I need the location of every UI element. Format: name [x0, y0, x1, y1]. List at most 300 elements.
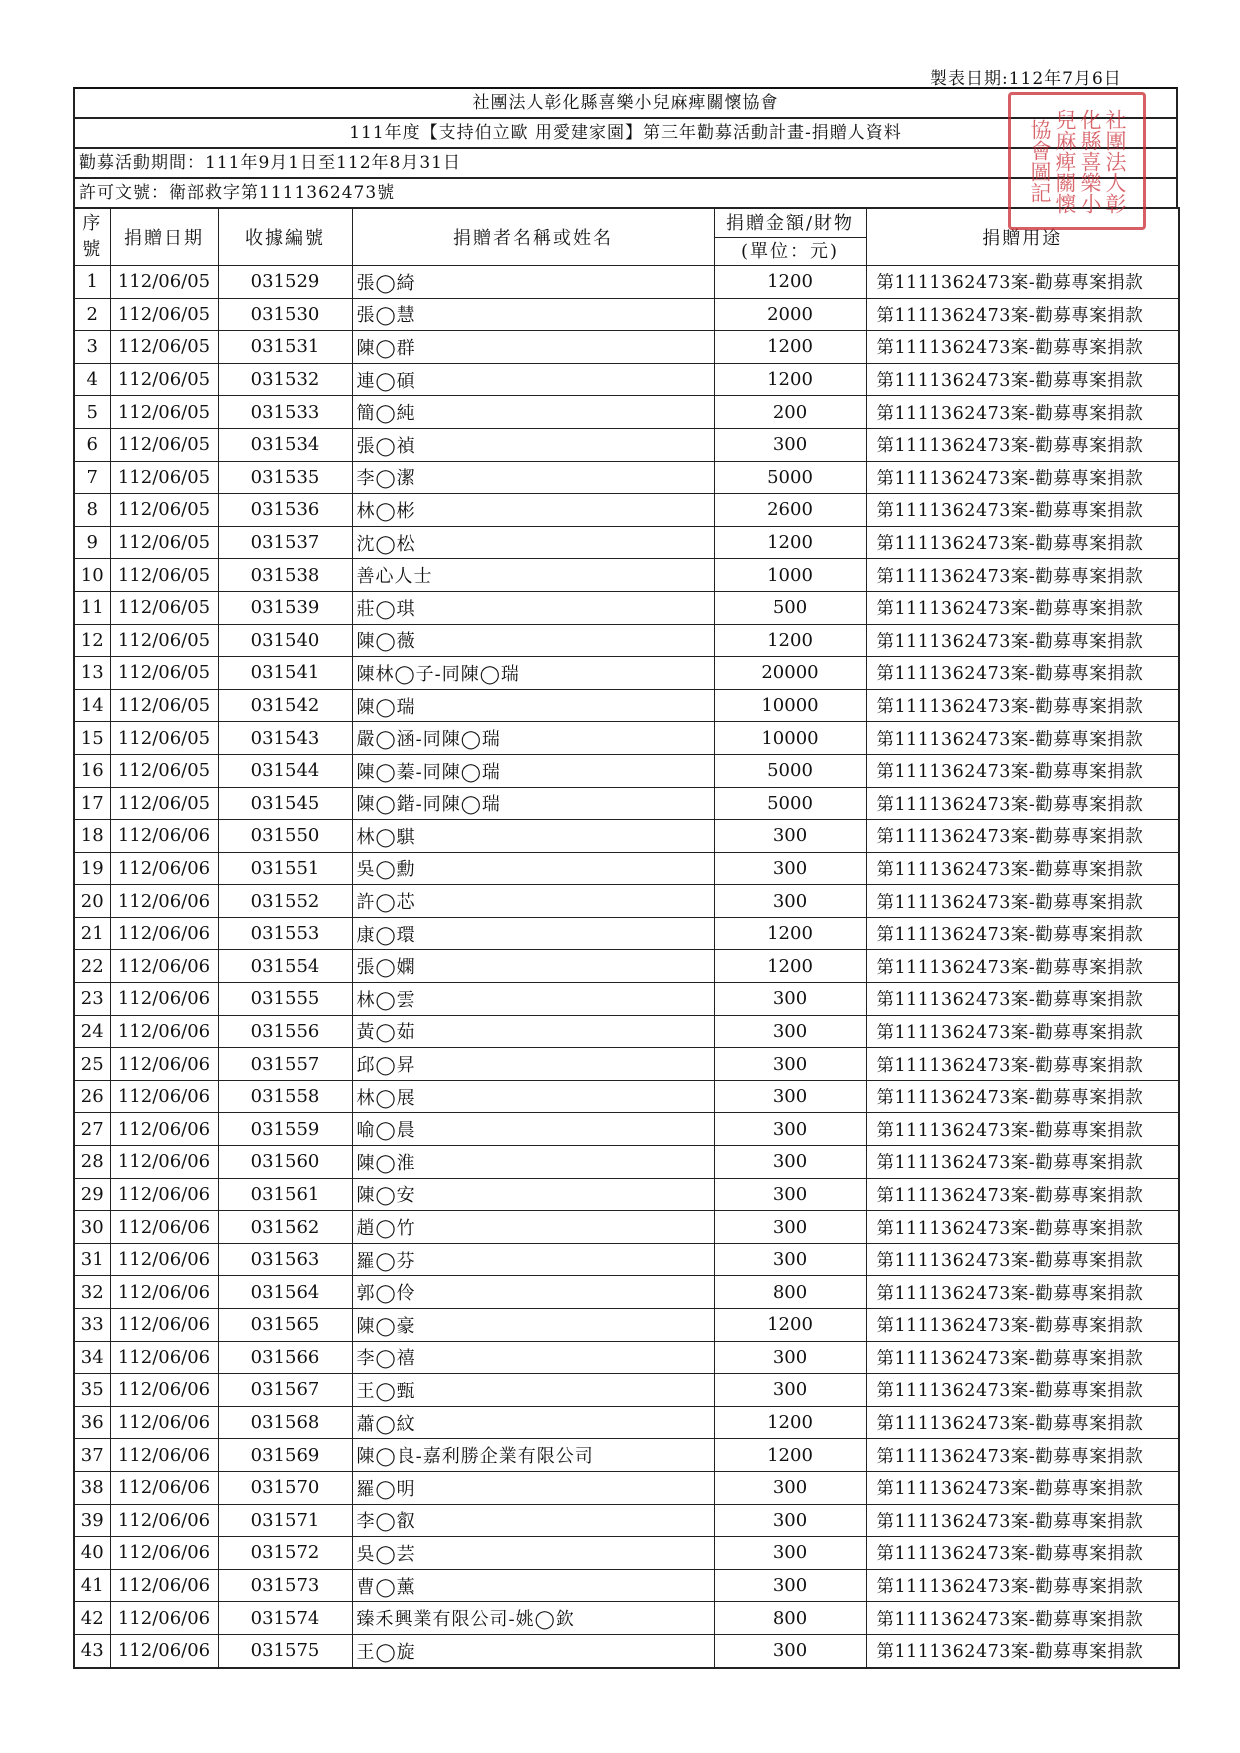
row-date: 112/06/05 — [110, 787, 218, 820]
row-date: 112/06/06 — [110, 1471, 218, 1504]
row-donor: 林◯彬 — [352, 494, 714, 527]
row-purpose: 第1111362473案-勸募專案捐款 — [866, 1015, 1179, 1048]
row-seq: 11 — [74, 591, 110, 624]
table-row — [74, 1406, 1179, 1439]
row-donor: 莊◯琪 — [352, 591, 714, 624]
row-receipt: 031564 — [218, 1276, 352, 1309]
row-amount: 1200 — [714, 526, 866, 559]
row-purpose: 第1111362473案-勸募專案捐款 — [866, 1113, 1179, 1146]
table-row — [74, 624, 1179, 657]
row-seq: 5 — [74, 396, 110, 429]
row-seq: 38 — [74, 1471, 110, 1504]
row-purpose: 第1111362473案-勸募專案捐款 — [866, 461, 1179, 494]
table-row — [74, 1113, 1179, 1146]
row-receipt: 031559 — [218, 1113, 352, 1146]
row-date: 112/06/06 — [110, 1569, 218, 1602]
row-amount: 800 — [714, 1276, 866, 1309]
table-row — [74, 331, 1179, 364]
row-purpose: 第1111362473案-勸募專案捐款 — [866, 1276, 1179, 1309]
row-amount: 300 — [714, 1146, 866, 1179]
row-date: 112/06/06 — [110, 950, 218, 983]
row-donor: 王◯旋 — [352, 1634, 714, 1667]
row-amount: 5000 — [714, 461, 866, 494]
row-date: 112/06/06 — [110, 1178, 218, 1211]
col-header-amount-label: 捐贈金額/財物 — [715, 210, 866, 238]
table-row — [74, 917, 1179, 950]
row-receipt: 031541 — [218, 657, 352, 690]
table-row — [74, 526, 1179, 559]
row-seq: 17 — [74, 787, 110, 820]
make-date: 製表日期:112年7月6日 — [930, 69, 1122, 89]
row-amount: 10000 — [714, 689, 866, 722]
row-receipt: 031571 — [218, 1504, 352, 1537]
row-receipt: 031569 — [218, 1439, 352, 1472]
row-donor: 陳◯鍇-同陳◯瑞 — [352, 787, 714, 820]
row-purpose: 第1111362473案-勸募專案捐款 — [866, 917, 1179, 950]
row-amount: 1000 — [714, 559, 866, 592]
row-purpose: 第1111362473案-勸募專案捐款 — [866, 1634, 1179, 1667]
row-purpose: 第1111362473案-勸募專案捐款 — [866, 1341, 1179, 1374]
row-purpose: 第1111362473案-勸募專案捐款 — [866, 820, 1179, 853]
row-donor: 張◯嫻 — [352, 950, 714, 983]
row-seq: 34 — [74, 1341, 110, 1374]
row-amount: 300 — [714, 428, 866, 461]
row-purpose: 第1111362473案-勸募專案捐款 — [866, 494, 1179, 527]
row-seq: 13 — [74, 657, 110, 690]
row-purpose: 第1111362473案-勸募專案捐款 — [866, 657, 1179, 690]
table-row — [74, 1048, 1179, 1081]
table-row — [74, 885, 1179, 918]
row-seq: 12 — [74, 624, 110, 657]
row-receipt: 031550 — [218, 820, 352, 853]
row-date: 112/06/05 — [110, 363, 218, 396]
row-donor: 趙◯竹 — [352, 1211, 714, 1244]
row-purpose: 第1111362473案-勸募專案捐款 — [866, 1406, 1179, 1439]
row-purpose: 第1111362473案-勸募專案捐款 — [866, 298, 1179, 331]
row-amount: 10000 — [714, 722, 866, 755]
row-receipt: 031531 — [218, 331, 352, 364]
row-amount: 300 — [714, 1537, 866, 1570]
row-seq: 24 — [74, 1015, 110, 1048]
row-date: 112/06/06 — [110, 820, 218, 853]
row-amount: 500 — [714, 591, 866, 624]
row-purpose: 第1111362473案-勸募專案捐款 — [866, 852, 1179, 885]
table-row — [74, 1309, 1179, 1342]
row-receipt: 031560 — [218, 1146, 352, 1179]
table-row — [74, 1080, 1179, 1113]
row-receipt: 031537 — [218, 526, 352, 559]
row-seq: 30 — [74, 1211, 110, 1244]
row-seq: 21 — [74, 917, 110, 950]
table-row — [74, 820, 1179, 853]
row-date: 112/06/06 — [110, 1602, 218, 1635]
row-date: 112/06/06 — [110, 1374, 218, 1407]
row-purpose: 第1111362473案-勸募專案捐款 — [866, 885, 1179, 918]
table-row — [74, 852, 1179, 885]
row-receipt: 031551 — [218, 852, 352, 885]
row-purpose: 第1111362473案-勸募專案捐款 — [866, 396, 1179, 429]
row-donor: 善心人士 — [352, 559, 714, 592]
table-row — [74, 1471, 1179, 1504]
row-receipt: 031532 — [218, 363, 352, 396]
organization-seal — [1008, 92, 1146, 230]
row-donor: 李◯禧 — [352, 1341, 714, 1374]
row-donor: 吳◯芸 — [352, 1537, 714, 1570]
row-receipt: 031573 — [218, 1569, 352, 1602]
row-purpose: 第1111362473案-勸募專案捐款 — [866, 1602, 1179, 1635]
table-row — [74, 1015, 1179, 1048]
row-donor: 陳◯良-嘉利勝企業有限公司 — [352, 1439, 714, 1472]
row-purpose: 第1111362473案-勸募專案捐款 — [866, 787, 1179, 820]
row-date: 112/06/05 — [110, 298, 218, 331]
table-row — [74, 1537, 1179, 1570]
row-seq: 2 — [74, 298, 110, 331]
col-header-purpose: 捐贈用途 — [866, 208, 1179, 266]
row-purpose: 第1111362473案-勸募專案捐款 — [866, 1374, 1179, 1407]
row-seq: 32 — [74, 1276, 110, 1309]
row-amount: 300 — [714, 885, 866, 918]
row-donor: 李◯叡 — [352, 1504, 714, 1537]
row-receipt: 031567 — [218, 1374, 352, 1407]
row-amount: 1200 — [714, 1309, 866, 1342]
row-purpose: 第1111362473案-勸募專案捐款 — [866, 1080, 1179, 1113]
row-donor: 陳◯淮 — [352, 1146, 714, 1179]
row-amount: 1200 — [714, 266, 866, 299]
row-date: 112/06/06 — [110, 1537, 218, 1570]
row-receipt: 031545 — [218, 787, 352, 820]
row-purpose: 第1111362473案-勸募專案捐款 — [866, 1178, 1179, 1211]
table-row — [74, 1341, 1179, 1374]
table-row — [74, 1211, 1179, 1244]
row-receipt: 031558 — [218, 1080, 352, 1113]
table-row — [74, 1178, 1179, 1211]
row-purpose: 第1111362473案-勸募專案捐款 — [866, 689, 1179, 722]
table-row — [74, 1439, 1179, 1472]
row-amount: 300 — [714, 1374, 866, 1407]
row-seq: 16 — [74, 754, 110, 787]
row-date: 112/06/06 — [110, 1439, 218, 1472]
row-receipt: 031572 — [218, 1537, 352, 1570]
row-receipt: 031561 — [218, 1178, 352, 1211]
row-seq: 10 — [74, 559, 110, 592]
row-donor: 蕭◯紋 — [352, 1406, 714, 1439]
row-amount: 300 — [714, 1015, 866, 1048]
row-donor: 林◯騏 — [352, 820, 714, 853]
row-seq: 4 — [74, 363, 110, 396]
table-row — [74, 591, 1179, 624]
row-amount: 2600 — [714, 494, 866, 527]
row-receipt: 031534 — [218, 428, 352, 461]
row-date: 112/06/06 — [110, 1406, 218, 1439]
row-date: 112/06/05 — [110, 526, 218, 559]
row-amount: 300 — [714, 1634, 866, 1667]
table-row — [74, 1634, 1179, 1667]
row-seq: 35 — [74, 1374, 110, 1407]
row-amount: 300 — [714, 1341, 866, 1374]
col-header-donor: 捐贈者名稱或姓名 — [352, 208, 714, 266]
row-receipt: 031536 — [218, 494, 352, 527]
row-purpose: 第1111362473案-勸募專案捐款 — [866, 363, 1179, 396]
campaign-period: 勸募活動期間：111年9月1日至112年8月31日 — [73, 147, 1178, 177]
row-donor: 王◯甄 — [352, 1374, 714, 1407]
table-row — [74, 1276, 1179, 1309]
table-row — [74, 428, 1179, 461]
row-receipt: 031543 — [218, 722, 352, 755]
row-date: 112/06/05 — [110, 266, 218, 299]
row-amount: 1200 — [714, 624, 866, 657]
row-seq: 22 — [74, 950, 110, 983]
row-donor: 黃◯茹 — [352, 1015, 714, 1048]
table-row — [74, 1569, 1179, 1602]
table-row — [74, 363, 1179, 396]
row-date: 112/06/05 — [110, 591, 218, 624]
row-date: 112/06/05 — [110, 494, 218, 527]
row-donor: 喻◯晨 — [352, 1113, 714, 1146]
row-purpose: 第1111362473案-勸募專案捐款 — [866, 1146, 1179, 1179]
row-seq: 3 — [74, 331, 110, 364]
col-header-amount-unit: (單位：元) — [740, 240, 840, 262]
table-row — [74, 494, 1179, 527]
project-title: 111年度【支持伯立歐 用愛建家園】第三年勸募活動計畫-捐贈人資料 — [73, 117, 1178, 147]
organization-title: 社團法人彰化縣喜樂小兒麻痺關懷協會 — [73, 87, 1178, 117]
row-donor: 陳◯薇 — [352, 624, 714, 657]
row-donor: 陳◯安 — [352, 1178, 714, 1211]
row-purpose: 第1111362473案-勸募專案捐款 — [866, 1569, 1179, 1602]
row-donor: 張◯禎 — [352, 428, 714, 461]
table-row — [74, 1146, 1179, 1179]
row-receipt: 031540 — [218, 624, 352, 657]
row-donor: 張◯綺 — [352, 266, 714, 299]
row-receipt: 031542 — [218, 689, 352, 722]
row-receipt: 031553 — [218, 917, 352, 950]
table-row — [74, 266, 1179, 299]
table-row — [74, 298, 1179, 331]
row-seq: 14 — [74, 689, 110, 722]
row-date: 112/06/05 — [110, 461, 218, 494]
row-date: 112/06/06 — [110, 852, 218, 885]
row-amount: 300 — [714, 1569, 866, 1602]
row-date: 112/06/06 — [110, 1309, 218, 1342]
row-donor: 林◯雲 — [352, 983, 714, 1016]
row-donor: 羅◯明 — [352, 1471, 714, 1504]
row-seq: 42 — [74, 1602, 110, 1635]
row-amount: 5000 — [714, 787, 866, 820]
row-date: 112/06/06 — [110, 1243, 218, 1276]
row-purpose: 第1111362473案-勸募專案捐款 — [866, 983, 1179, 1016]
row-amount: 300 — [714, 1178, 866, 1211]
row-seq: 19 — [74, 852, 110, 885]
row-receipt: 031539 — [218, 591, 352, 624]
row-donor: 陳◯群 — [352, 331, 714, 364]
row-amount: 300 — [714, 1471, 866, 1504]
row-date: 112/06/06 — [110, 917, 218, 950]
table-row — [74, 396, 1179, 429]
row-seq: 6 — [74, 428, 110, 461]
row-seq: 9 — [74, 526, 110, 559]
row-receipt: 031529 — [218, 266, 352, 299]
row-purpose: 第1111362473案-勸募專案捐款 — [866, 624, 1179, 657]
row-date: 112/06/05 — [110, 722, 218, 755]
row-amount: 300 — [714, 1080, 866, 1113]
row-donor: 簡◯純 — [352, 396, 714, 429]
row-seq: 20 — [74, 885, 110, 918]
row-purpose: 第1111362473案-勸募專案捐款 — [866, 1439, 1179, 1472]
row-donor: 許◯芯 — [352, 885, 714, 918]
row-seq: 37 — [74, 1439, 110, 1472]
row-amount: 300 — [714, 1243, 866, 1276]
table-row — [74, 950, 1179, 983]
table-row — [74, 1504, 1179, 1537]
table-row — [74, 1374, 1179, 1407]
row-seq: 26 — [74, 1080, 110, 1113]
row-amount: 20000 — [714, 657, 866, 690]
row-receipt: 031530 — [218, 298, 352, 331]
row-purpose: 第1111362473案-勸募專案捐款 — [866, 1504, 1179, 1537]
row-donor: 曹◯薰 — [352, 1569, 714, 1602]
row-receipt: 031566 — [218, 1341, 352, 1374]
row-date: 112/06/05 — [110, 754, 218, 787]
row-seq: 33 — [74, 1309, 110, 1342]
row-receipt: 031565 — [218, 1309, 352, 1342]
row-seq: 43 — [74, 1634, 110, 1667]
row-donor: 陳◯豪 — [352, 1309, 714, 1342]
row-receipt: 031556 — [218, 1015, 352, 1048]
row-donor: 吳◯勳 — [352, 852, 714, 885]
row-receipt: 031563 — [218, 1243, 352, 1276]
row-seq: 31 — [74, 1243, 110, 1276]
row-amount: 1200 — [714, 1439, 866, 1472]
row-amount: 200 — [714, 396, 866, 429]
donor-rows — [74, 266, 1179, 1668]
row-date: 112/06/06 — [110, 885, 218, 918]
row-donor: 羅◯芬 — [352, 1243, 714, 1276]
row-purpose: 第1111362473案-勸募專案捐款 — [866, 754, 1179, 787]
col-header-date: 捐贈日期 — [110, 208, 218, 266]
row-seq: 7 — [74, 461, 110, 494]
row-donor: 沈◯松 — [352, 526, 714, 559]
table-row — [74, 689, 1179, 722]
row-purpose: 第1111362473案-勸募專案捐款 — [866, 950, 1179, 983]
row-donor: 邱◯昇 — [352, 1048, 714, 1081]
row-donor: 臻禾興業有限公司-姚◯欽 — [352, 1602, 714, 1635]
col-header-receipt: 收據編號 — [218, 208, 352, 266]
row-seq: 41 — [74, 1569, 110, 1602]
row-seq: 27 — [74, 1113, 110, 1146]
row-receipt: 031570 — [218, 1471, 352, 1504]
row-purpose: 第1111362473案-勸募專案捐款 — [866, 526, 1179, 559]
row-receipt: 031562 — [218, 1211, 352, 1244]
row-date: 112/06/06 — [110, 1504, 218, 1537]
row-purpose: 第1111362473案-勸募專案捐款 — [866, 1309, 1179, 1342]
row-amount: 300 — [714, 852, 866, 885]
row-date: 112/06/06 — [110, 983, 218, 1016]
row-date: 112/06/06 — [110, 1211, 218, 1244]
row-receipt: 031538 — [218, 559, 352, 592]
row-purpose: 第1111362473案-勸募專案捐款 — [866, 331, 1179, 364]
row-seq: 18 — [74, 820, 110, 853]
row-donor: 連◯碩 — [352, 363, 714, 396]
row-purpose: 第1111362473案-勸募專案捐款 — [866, 559, 1179, 592]
table-row — [74, 1243, 1179, 1276]
row-date: 112/06/06 — [110, 1113, 218, 1146]
row-purpose: 第1111362473案-勸募專案捐款 — [866, 1243, 1179, 1276]
row-date: 112/06/06 — [110, 1146, 218, 1179]
row-amount: 300 — [714, 983, 866, 1016]
table-row — [74, 983, 1179, 1016]
col-header-seq: 序號 — [74, 208, 110, 266]
table-row — [74, 754, 1179, 787]
seal-text: 社團法人彰化縣喜樂小兒麻痺關懷協會圖記 — [1028, 108, 1127, 214]
row-receipt: 031552 — [218, 885, 352, 918]
row-seq: 1 — [74, 266, 110, 299]
row-donor: 陳◯蓁-同陳◯瑞 — [352, 754, 714, 787]
row-seq: 25 — [74, 1048, 110, 1081]
row-receipt: 031535 — [218, 461, 352, 494]
row-date: 112/06/05 — [110, 396, 218, 429]
row-donor: 嚴◯涵-同陳◯瑞 — [352, 722, 714, 755]
row-amount: 2000 — [714, 298, 866, 331]
row-purpose: 第1111362473案-勸募專案捐款 — [866, 1537, 1179, 1570]
row-date: 112/06/05 — [110, 657, 218, 690]
table-row — [74, 559, 1179, 592]
row-donor: 李◯潔 — [352, 461, 714, 494]
row-receipt: 031575 — [218, 1634, 352, 1667]
table-row — [74, 657, 1179, 690]
row-date: 112/06/05 — [110, 428, 218, 461]
row-receipt: 031568 — [218, 1406, 352, 1439]
row-donor: 陳林◯子-同陳◯瑞 — [352, 657, 714, 690]
row-donor: 陳◯瑞 — [352, 689, 714, 722]
row-amount: 800 — [714, 1602, 866, 1635]
row-donor: 郭◯伶 — [352, 1276, 714, 1309]
row-amount: 300 — [714, 1113, 866, 1146]
row-amount: 5000 — [714, 754, 866, 787]
row-amount: 300 — [714, 1048, 866, 1081]
row-donor: 康◯環 — [352, 917, 714, 950]
row-seq: 40 — [74, 1537, 110, 1570]
row-purpose: 第1111362473案-勸募專案捐款 — [866, 722, 1179, 755]
donor-table — [73, 207, 1180, 1669]
row-purpose: 第1111362473案-勸募專案捐款 — [866, 1211, 1179, 1244]
row-donor: 張◯慧 — [352, 298, 714, 331]
row-amount: 300 — [714, 820, 866, 853]
row-date: 112/06/05 — [110, 689, 218, 722]
row-date: 112/06/06 — [110, 1048, 218, 1081]
row-receipt: 031557 — [218, 1048, 352, 1081]
col-header-amount — [714, 208, 866, 266]
donor-sheet — [73, 87, 1178, 1669]
row-donor: 林◯展 — [352, 1080, 714, 1113]
row-purpose: 第1111362473案-勸募專案捐款 — [866, 591, 1179, 624]
row-purpose: 第1111362473案-勸募專案捐款 — [866, 266, 1179, 299]
row-receipt: 031555 — [218, 983, 352, 1016]
row-receipt: 031554 — [218, 950, 352, 983]
row-date: 112/06/06 — [110, 1276, 218, 1309]
table-row — [74, 722, 1179, 755]
row-seq: 8 — [74, 494, 110, 527]
row-seq: 39 — [74, 1504, 110, 1537]
row-purpose: 第1111362473案-勸募專案捐款 — [866, 428, 1179, 461]
row-date: 112/06/05 — [110, 331, 218, 364]
row-amount: 1200 — [714, 950, 866, 983]
table-row — [74, 787, 1179, 820]
table-row — [74, 1602, 1179, 1635]
row-date: 112/06/06 — [110, 1634, 218, 1667]
row-date: 112/06/06 — [110, 1341, 218, 1374]
row-amount: 1200 — [714, 1406, 866, 1439]
row-receipt: 031574 — [218, 1602, 352, 1635]
table-row — [74, 461, 1179, 494]
